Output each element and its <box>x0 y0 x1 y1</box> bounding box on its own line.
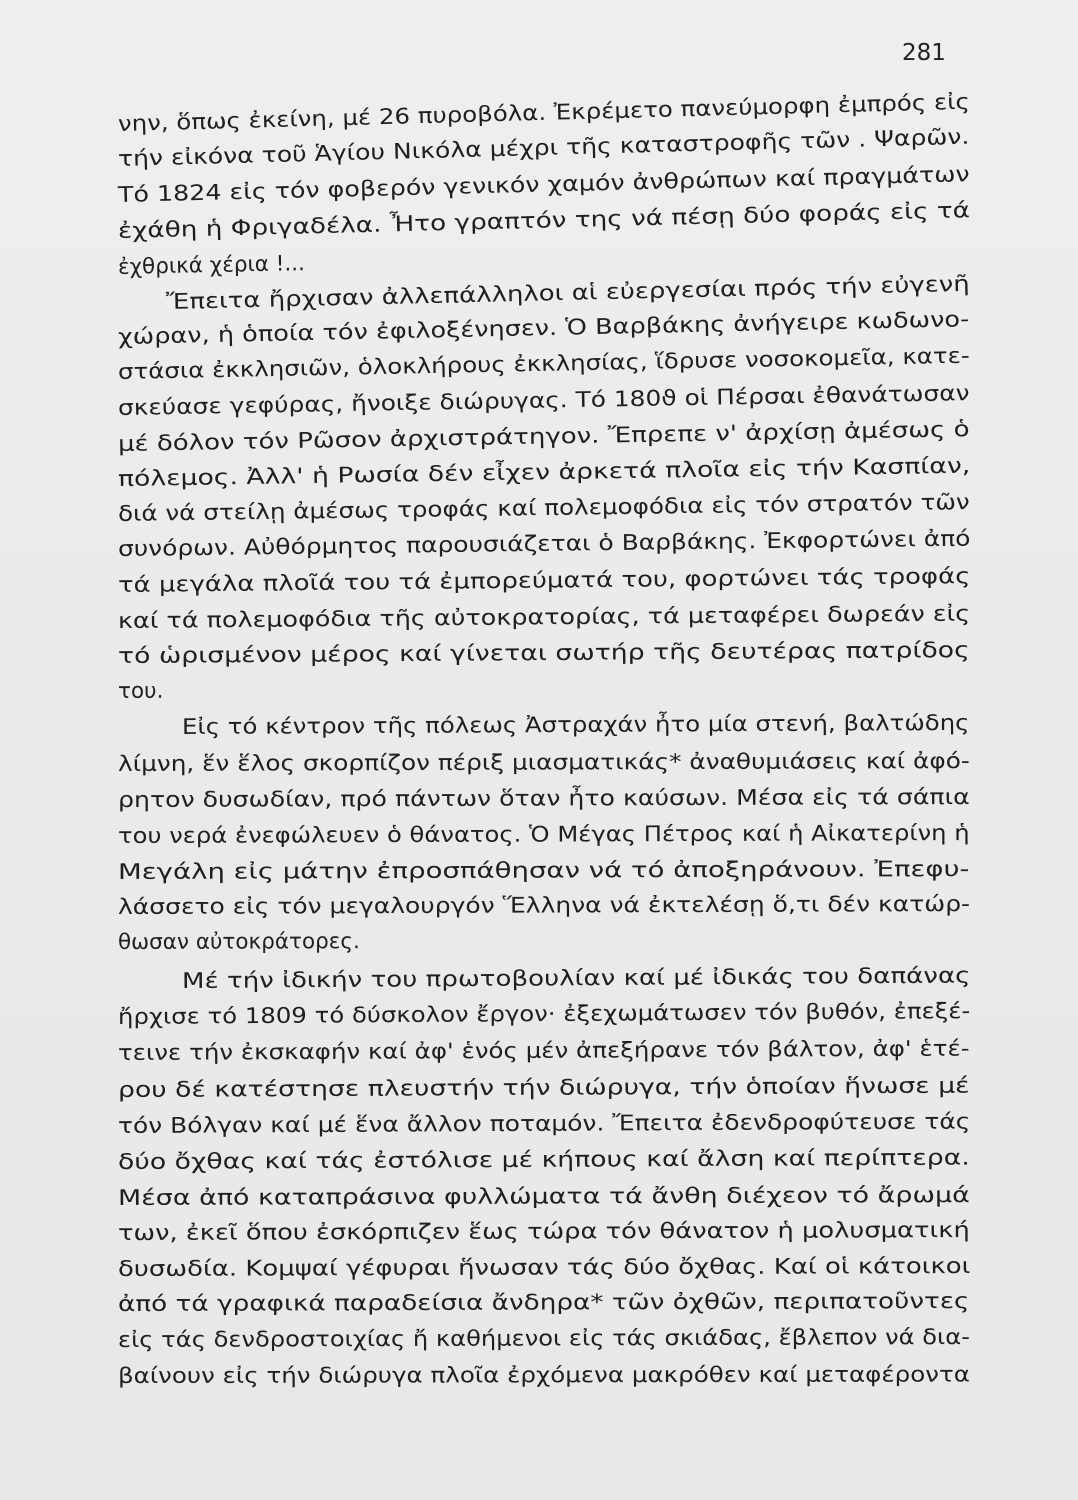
text-line: τόν Βόλγαν καί μέ ἕνα ἄλλον ποταμόν. Ἔπειτα ἐδενδροφύτευσε τάς <box>117 1109 971 1139</box>
text-line: τήν εἰκόνα τοῦ Ἁγίου Νικόλα μέχρι τῆς καταστροφῆς τῶν . Ψαρῶν. <box>117 124 970 172</box>
text-line: χώραν, ἡ ὁποία τόν ἐφιλοξένησεν. Ὁ Βαρβάκης ἀνήγειρε κωδωνο- <box>117 307 970 350</box>
text-line: πόλεμος. Ἀλλ' ἡ Ρωσία δέν εἶχεν ἀρκετά πλοῖα εἰς τήν Κασπίαν, <box>117 453 971 492</box>
text-line: μέ δόλον τόν Ρῶσον ἀρχιστράτηγον. Ἔπρεπε ν' ἀρχίσῃ ἀμέσως ὁ <box>117 417 970 457</box>
text-line: τά μεγάλα πλοῖά του τά ἐμπορεύματά του, φορτώνει τάς τροφάς <box>117 564 971 598</box>
text-line: τό ὡρισμένον μέρος καί γίνεται σωτήρ τῆς δευτέρας πατρίδος <box>117 638 970 669</box>
text-line: συνόρων. Αὐθόρμητος παρουσιάζεται ὁ Βαρβάκης. Ἐκφορτώνει ἀπό <box>117 526 971 562</box>
text-line: Μέσα ἀπό καταπράσινα φυλλώματα τά ἄνθη διέχεον τό ἄρωμά <box>117 1183 970 1211</box>
text-line: ἐχάθη ἡ Φριγαδέλα. Ἦτο γραπτόν της νά πέσῃ δύο φοράς εἰς τά <box>117 198 971 244</box>
text-line: Ἔπειτα ἤρχισαν ἀλλεπάλληλοι αἱ εὐεργεσίαι πρός τήν εὐγενῆ <box>165 271 970 315</box>
text-line: ἐχθρικά χέρια !... <box>117 251 306 280</box>
text-line: ρητον δυσωδίαν, πρό πάντων ὅταν ἦτο καύσων. Μέσα εἰς τά σάπια <box>117 785 970 813</box>
text-line: τεινε τήν ἐκσκαφήν καί ἀφ' ἑνός μέν ἀπεξήρανε τόν βάλτον, ἀφ' ἑτέ- <box>117 1036 970 1066</box>
text-line: Εἰς τό κέντρον τῆς πόλεως Ἀστραχάν ἦτο μία στενή, βαλτώδης <box>181 710 970 740</box>
text-line: βαίνουν εἰς τήν διώρυγα πλοῖα ἐρχόμενα μακρόθεν καί μεταφέροντα <box>117 1362 970 1389</box>
text-line: θωσαν αὐτοκράτορες. <box>117 929 360 955</box>
text-line: σκεύασε γεφύρας, ἤνοιξε διώρυγας. Τό 180ϑ οἱ Πέρσαι ἐθανάτωσαν <box>117 381 970 421</box>
text-line: ἤρχισε τό 1809 τό δύσκολον ἔργον· ἐξεχωμάτωσεν τόν βυθόν, ἐπεξέ- <box>117 999 971 1030</box>
text-line: των, ἐκεῖ ὅπου ἐσκόρπιζεν ἕως τώρα τόν θάνατον ἡ μολυσματική <box>117 1218 970 1246</box>
text-line: Τό 1824 εἰς τόν φοβερόν γενικόν χαμόν ἀνθρώπων καί πραγμάτων <box>117 162 970 208</box>
text-line: λάσσετο εἰς τόν μεγαλουργόν Ἕλληνα νά ἐκτελέσῃ ὅ,τι δέν κατώρ- <box>117 892 971 920</box>
text-line: καί τά πολεμοφόδια τῆς αὐτοκρατορίας, τά μεταφέρει δωρεάν εἰς <box>117 601 971 634</box>
text-line: ἀπό τά γραφικά παραδείσια ἄνδηρα* τῶν ὀχθῶν, περιπατοῦντες <box>117 1289 970 1317</box>
text-line: δύο ὄχθας καί τάς ἐστόλισε μέ κήπους καί ἄλση καί περίπτερα. <box>117 1145 970 1175</box>
text-line: δυσωδία. Κομψαί γέφυραι ἥνωσαν τάς δύο ὄχθας. Καί οἱ κάτοικοι <box>117 1254 971 1282</box>
text-line: Μεγάλη εἰς μάτην ἐπροσπάθησαν νά τό ἀποξηράνουν. Ἐπεφυ- <box>117 857 970 885</box>
text-line: του νερά ἐνεφώλευεν ὁ θάνατος. Ὁ Μέγας Πέτρος καί ἡ Αἰκατερίνη ἡ <box>117 821 970 849</box>
page-number: 281 <box>902 40 946 66</box>
text-line: ρου δέ κατέστησε πλευστήν τήν διώρυγα, τήν ὁποίαν ἥνωσε μέ <box>117 1073 970 1103</box>
text-line: νην, ὅπως ἐκείνη, μέ 26 πυροβόλα. Ἐκρέμετο πανεύμορφη ἐμπρός εἰς <box>117 89 971 137</box>
text-line: στάσια ἐκκλησιῶν, ὁλοκλήρους ἐκκλησίας, ἵδρυσε νοσοκομεῖα, κατε- <box>117 343 970 385</box>
text-line: του. <box>117 678 164 704</box>
text-line: Μέ τήν ἰδικήν του πρωτοβουλίαν καί μέ ἰδικάς του δαπάνας <box>181 963 971 994</box>
text-line: διά νά στείλῃ ἀμέσως τροφάς καί πολεμοφόδια εἰς τόν στρατόν τῶν <box>117 490 970 527</box>
text-line: εἰς τάς δενδροστοιχίας ἤ καθήμενοι εἰς τάς σκιάδας, ἔβλεπον νά δια- <box>117 1325 970 1353</box>
text-line: λίμνη, ἕν ἕλος σκορπίζον πέριξ μιασματικάς* ἀναθυμιάσεις καί ἀφό- <box>117 749 970 777</box>
